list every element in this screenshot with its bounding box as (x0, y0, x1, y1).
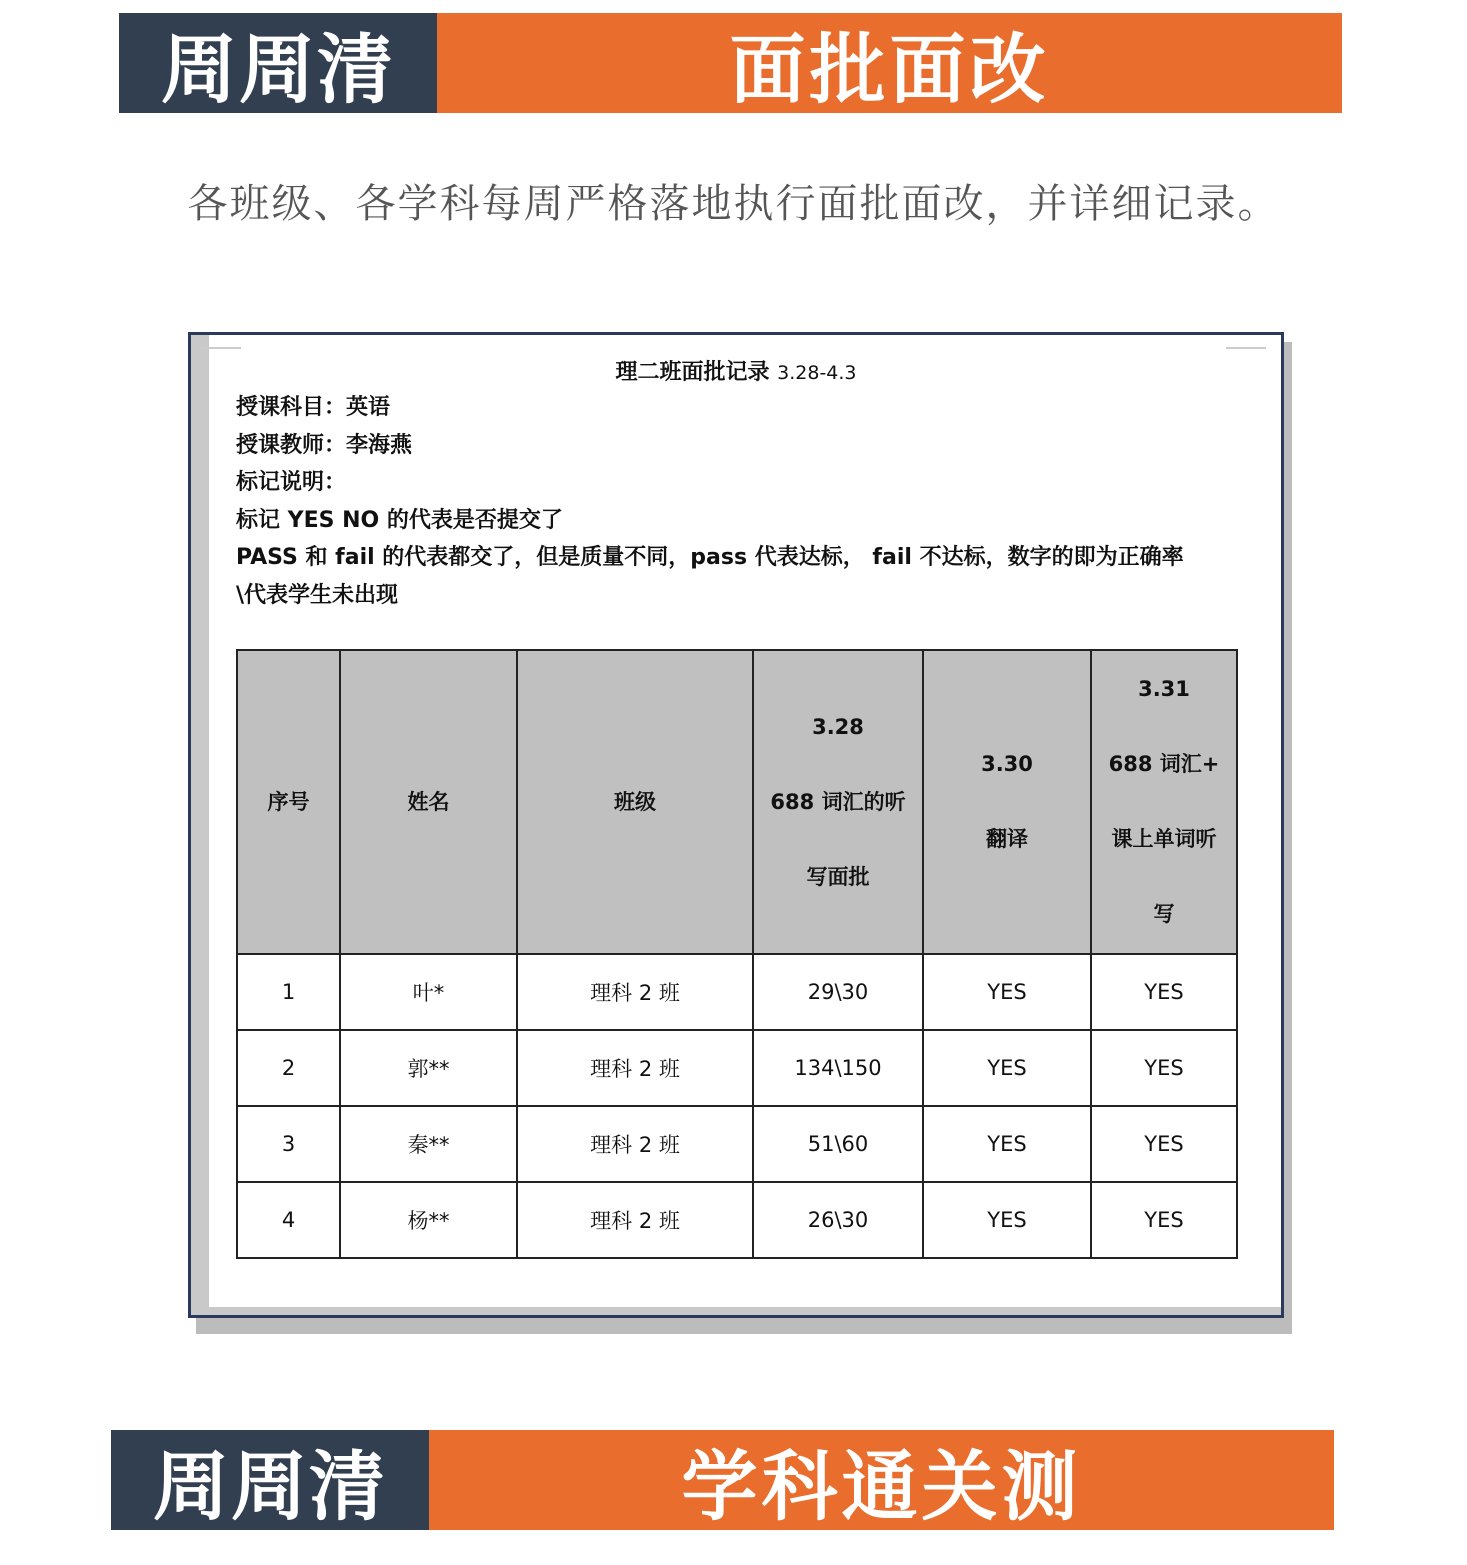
column-header-line: 序号 (267, 789, 310, 814)
legend-heading: 标记说明： (236, 470, 347, 495)
table-cell: 134\150 (753, 1030, 923, 1106)
legend-line-yes-no: 标记 YES NO 的代表是否提交了 (236, 507, 563, 533)
table-row (237, 1182, 1237, 1258)
document-bottom-shadow (191, 1307, 1281, 1315)
table-cell: 3 (237, 1106, 340, 1182)
column-header (753, 650, 923, 954)
table-row (237, 954, 1237, 1030)
column-header-line: 688 词汇+ (1108, 752, 1220, 776)
banner-label-left: 周周清 (119, 13, 437, 113)
table-cell: YES (1091, 954, 1237, 1030)
table-cell: YES (923, 1182, 1091, 1258)
document-title-text: 理二班面批记录 (615, 360, 770, 385)
banner-label-right: 学科通关测 (429, 1430, 1334, 1530)
table-cell: YES (923, 1106, 1091, 1182)
legend-line-absent: \代表学生未出现 (236, 582, 399, 608)
teacher-line: 授课教师：李海燕 (236, 432, 413, 458)
table-cell: 51\60 (753, 1106, 923, 1182)
column-header-line: 写 (1153, 902, 1175, 926)
column-header-line: 3.28 (812, 714, 864, 739)
table-cell: 杨** (340, 1182, 517, 1258)
table-cell: 秦** (340, 1106, 517, 1182)
column-header-line: 688 词汇的听 (770, 789, 906, 814)
subject-line: 授课科目：英语 (236, 395, 391, 420)
column-header (340, 650, 517, 954)
column-header-line: 3.31 (1138, 677, 1190, 701)
table-cell: 理科 2 班 (517, 1182, 753, 1258)
document-title (191, 355, 1281, 386)
document-notes (236, 389, 1246, 614)
table-cell: YES (1091, 1106, 1237, 1182)
table-cell: 理科 2 班 (517, 954, 753, 1030)
table-cell: 理科 2 班 (517, 1030, 753, 1106)
column-header (517, 650, 753, 954)
section-banner-test (111, 1430, 1334, 1530)
table-cell: YES (923, 1030, 1091, 1106)
column-header-line: 姓名 (407, 789, 450, 814)
page-corner-marker (201, 347, 241, 349)
column-header-line: 翻译 (986, 827, 1028, 851)
review-record-table (236, 649, 1238, 1259)
table-cell: 郭** (340, 1030, 517, 1106)
column-header-line: 3.30 (981, 752, 1033, 776)
section-banner-review (119, 13, 1342, 113)
column-header (1091, 650, 1237, 954)
table-cell: 29\30 (753, 954, 923, 1030)
document-title-dates: 3.28-4.3 (777, 362, 857, 384)
table-cell: 叶* (340, 954, 517, 1030)
legend-line-pass-fail: PASS 和 fail 的代表都交了，但是质量不同，pass 代表达标， fail 不达标，数字的即为正确率 (236, 545, 1184, 570)
column-header-line: 写面批 (806, 864, 870, 889)
page-corner-marker (1226, 347, 1266, 349)
table-cell: YES (1091, 1030, 1237, 1106)
table-cell: 2 (237, 1030, 340, 1106)
table-cell: 1 (237, 954, 340, 1030)
table-cell: 理科 2 班 (517, 1106, 753, 1182)
section-subtitle: 各班级、各学科每周严格落地执行面批面改，并详细记录。 (187, 181, 1280, 227)
document-screenshot (188, 332, 1284, 1318)
column-header (923, 650, 1091, 954)
table-cell: 26\30 (753, 1182, 923, 1258)
table-cell: YES (923, 954, 1091, 1030)
document-left-shadow (191, 335, 209, 1315)
table-row (237, 1106, 1237, 1182)
table-row (237, 1030, 1237, 1106)
column-header-line: 班级 (614, 789, 656, 814)
column-header (237, 650, 340, 954)
table-cell: 4 (237, 1182, 340, 1258)
banner-label-left: 周周清 (111, 1430, 429, 1530)
column-header-line: 课上单词听 (1111, 827, 1217, 851)
table-cell: YES (1091, 1182, 1237, 1258)
banner-label-right: 面批面改 (437, 13, 1342, 113)
table-header-row (237, 650, 1237, 954)
